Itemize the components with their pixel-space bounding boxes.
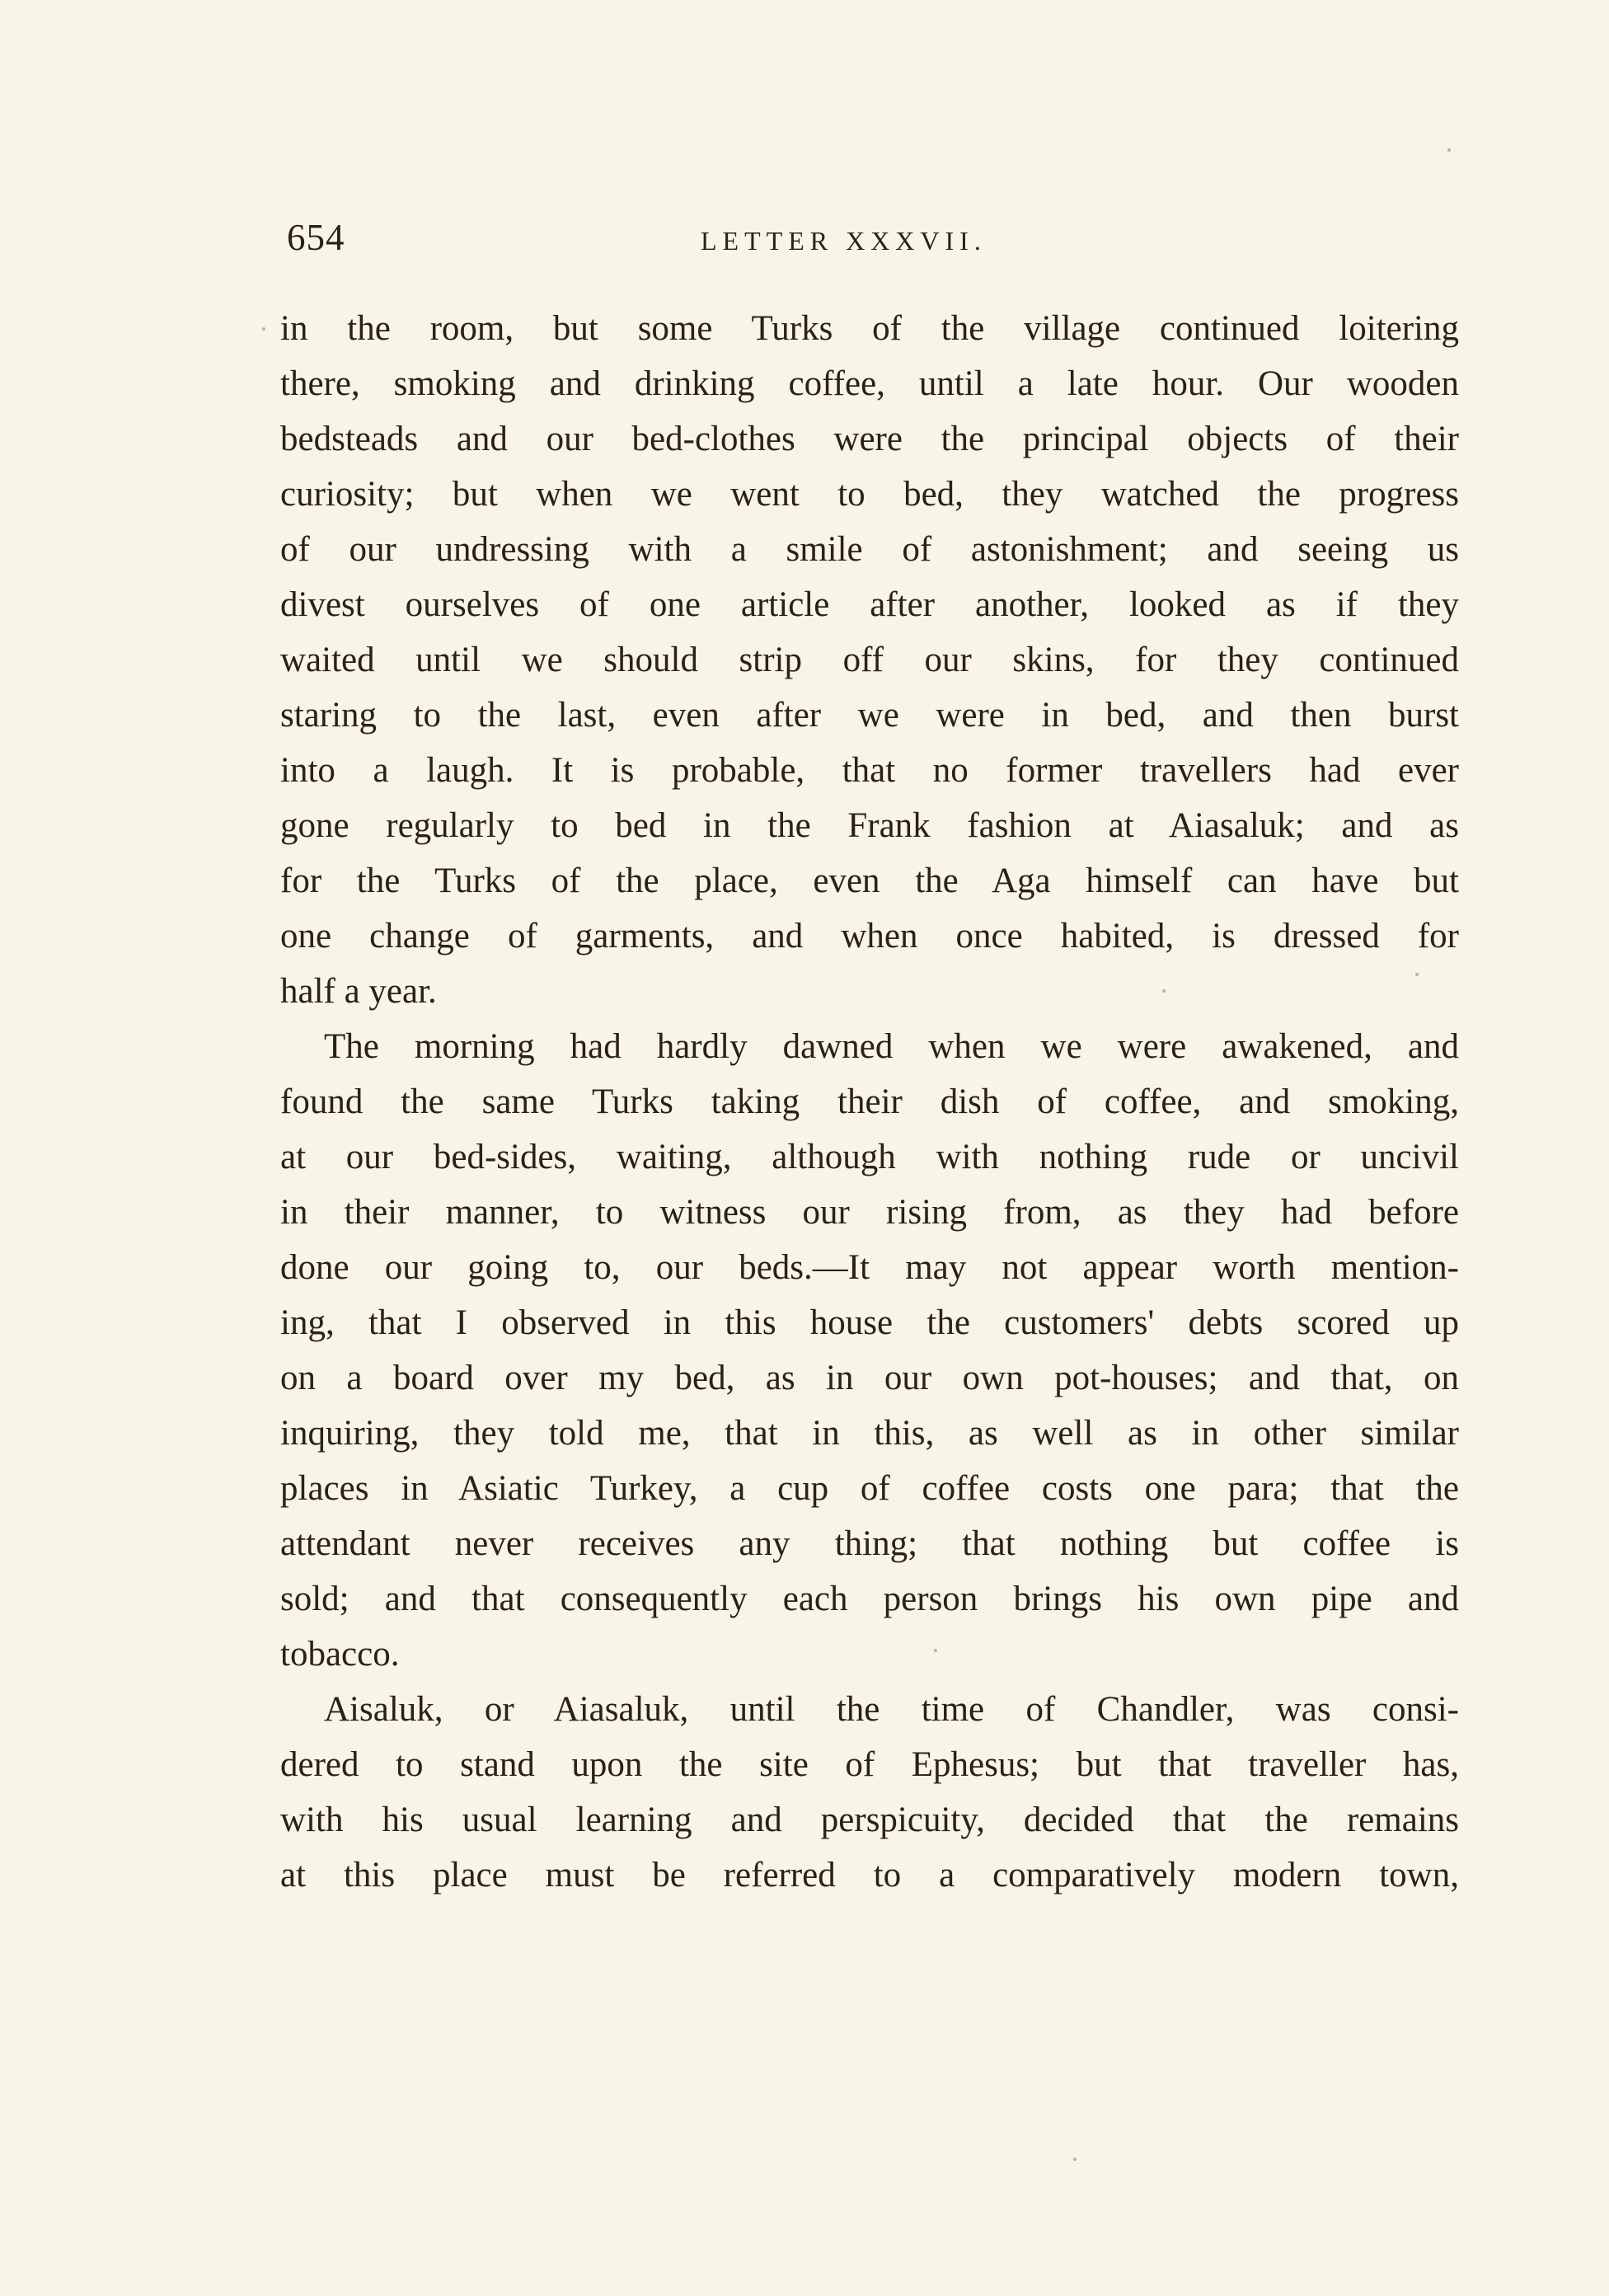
text-line: sold; and that consequently each person brings his own pipe and [280, 1580, 1459, 1618]
text-line: attendant never receives any thing; that nothing but coffee is [280, 1524, 1459, 1563]
text-line: gone regularly to bed in the Frank fashion at Aiasaluk; and as [280, 806, 1459, 845]
body-text [280, 301, 1459, 1903]
text-line: half a year. [280, 972, 437, 1011]
text-line: tobacco. [280, 1635, 400, 1674]
text-line: staring to the last, even after we were in bed, and then burst [280, 696, 1459, 735]
text-line: at this place must be referred to a comparatively modern town, [280, 1856, 1459, 1895]
text-line: Aisaluk, or Aiasaluk, until the time of Chandler, was consi- [324, 1690, 1459, 1729]
paper-speck [1162, 989, 1166, 993]
text-line: divest ourselves of one article after another, looked as if they [280, 585, 1459, 624]
text-line: in their manner, to witness our rising from, as they had before [280, 1193, 1459, 1232]
text-line: waited until we should strip off our skins, for they continued [280, 641, 1459, 679]
paper-speck [262, 327, 265, 331]
text-line: for the Turks of the place, even the Aga himself can have but [280, 862, 1459, 900]
text-line: The morning had hardly dawned when we were awakened, and [324, 1027, 1459, 1066]
page-number: 654 [287, 217, 345, 258]
paper-speck [1415, 973, 1419, 976]
text-line: there, smoking and drinking coffee, until a late hour. Our wooden [280, 364, 1459, 403]
text-line: curiosity; but when we went to bed, they watched the progress [280, 475, 1459, 514]
paper-speck [934, 1649, 937, 1652]
text-line: bedsteads and our bed-clothes were the principal objects of their [280, 420, 1459, 458]
text-line: with his usual learning and perspicuity, decided that the remains [280, 1801, 1459, 1839]
text-line: places in Asiatic Turkey, a cup of coffee costs one para; that the [280, 1469, 1459, 1508]
paper-speck [1073, 2157, 1077, 2161]
text-line: on a board over my bed, as in our own pot-houses; and that, on [280, 1359, 1459, 1397]
text-line: of our undressing with a smile of astonishment; and seeing us [280, 530, 1459, 569]
text-line: dered to stand upon the site of Ephesus; but that traveller has, [280, 1745, 1459, 1784]
text-line: at our bed-sides, waiting, although with nothing rude or uncivil [280, 1138, 1459, 1176]
paragraph-1 [280, 301, 1459, 1019]
text-line: found the same Turks taking their dish of coffee, and smoking, [280, 1082, 1459, 1121]
text-line: inquiring, they told me, that in this, as well as in other similar [280, 1414, 1459, 1453]
paragraph-2 [280, 1019, 1459, 1682]
running-title: LETTER XXXVII. [701, 226, 987, 256]
text-line: done our going to, our beds.—It may not appear worth mention- [280, 1248, 1459, 1287]
text-line: one change of garments, and when once habited, is dressed for [280, 917, 1459, 955]
paper-speck [1447, 148, 1451, 152]
text-line: in the room, but some Turks of the village continued loitering [280, 309, 1459, 348]
paragraph-3 [280, 1682, 1459, 1903]
text-line: into a laugh. It is probable, that no former travellers had ever [280, 751, 1459, 790]
text-line: ing, that I observed in this house the customers' debts scored up [280, 1303, 1459, 1342]
running-head [280, 216, 1459, 265]
